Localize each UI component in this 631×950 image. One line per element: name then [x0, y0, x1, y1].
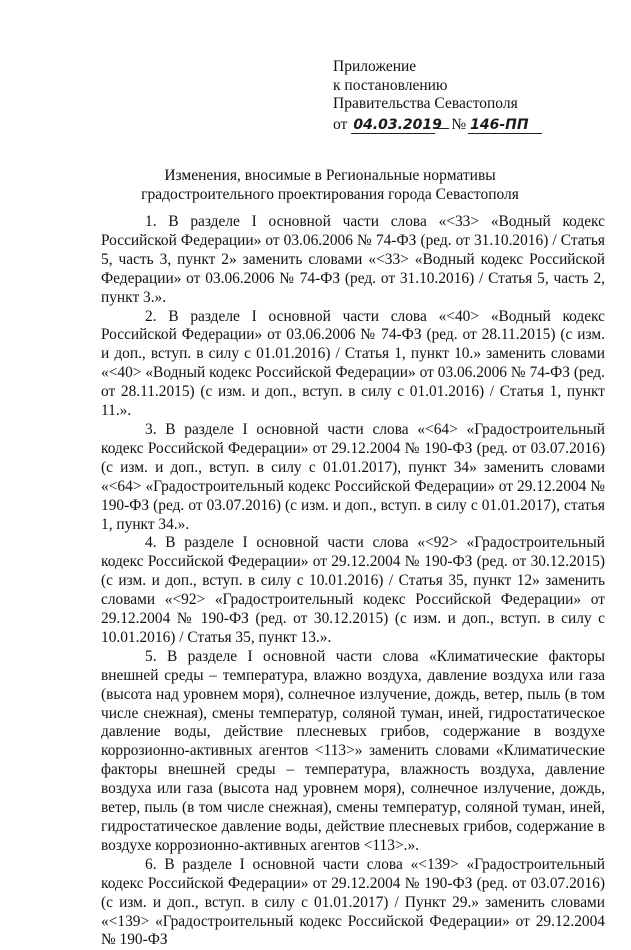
- appendix-date-number-row: [333, 114, 603, 135]
- document-heading: Изменения, вносимые в Региональные нормативы градостроительного проектирования города Севастополя: [141, 167, 519, 203]
- paragraph-item-3: 3. В разделе I основной части слова «<64> «Градостроительный кодекс Российской Федерации» от 29.12.2004 № 190-ФЗ (ред. от 03.07.2016) (с изм. и доп., вступ. в силу с 01.01.2017), пункт 34» заменить словами «<64> «Градостроительный кодекс Российской Федерации» от 29.12.2004 № 190-ФЗ (ред. от 03.07.2016) (с изм. и доп., вступ. в силу с 01.01.2017), статья 1, пункт 34.».: [101, 420, 605, 533]
- appendix-title: Приложение: [333, 58, 417, 75]
- paragraph-item-6: 6. В разделе I основной части слова «<139> «Градостроительный кодекс Российской Федерации» от 29.12.2004 № 190-ФЗ (ред. от 03.07.2016) (с изм. и доп., вступ. в силу с 01.01.2017) / Пункт 29.» заменить словами «<139> «Градостроительный кодекс Российской Федерации» от 29.12.2004 № 190-ФЗ: [101, 855, 605, 949]
- handwritten-number: 146-ПП: [468, 117, 542, 134]
- underline-gap: [435, 114, 449, 129]
- from-label: от: [333, 115, 348, 133]
- paragraph-item-2: 2. В разделе I основной части слова «<40> «Водный кодекс Российской Федерации» от 03.06.2006 № 74-ФЗ (ред. от 28.11.2015) (с изм. и доп., вступ. в силу с 01.01.2016) / Статья 1, пункт 10.» заменить словами «<40> «Водный кодекс Российской Федерации» от 03.06.2006 № 74-ФЗ (ред. от 28.11.2015) (с изм. и доп., вступ. в силу с 01.01.2016) / Статья 1, пункт 11.».: [101, 307, 605, 420]
- document-body: [101, 213, 605, 950]
- paragraph-item-4: 4. В разделе I основной части слова «<92> «Градостроительный кодекс Российской Федерации» от 29.12.2004 № 190-ФЗ (ред. от 30.12.2015) (с изм. и доп., вступ. в силу с 10.01.2016) / Статья 35, пункт 12» заменить словами «<92> «Градостроительный кодекс Российской Федерации» от 29.12.2004 № 190-ФЗ (ред. от 30.12.2015) (с изм. и доп., вступ. в силу с 10.01.2016) / Статья 35, пункт 13.».: [101, 534, 605, 646]
- appendix-government-line: Правительства Севастополя: [333, 95, 518, 112]
- appendix-resolution-line: к постановлению: [333, 76, 448, 94]
- paragraph-item-1: 1. В разделе I основной части слова «<33> «Водный кодекс Российской Федерации» от 03.06.2006 № 74-ФЗ (ред. от 31.10.2016) / Статья 5, часть 3, пункт 2» заменить словами «<33> «Водный кодекс Российской Федерации» от 03.06.2006 № 74-ФЗ (ред. от 31.10.2016) / Статья 5, часть 2, пункт 3.».: [101, 213, 605, 306]
- handwritten-date: 04.03.2019: [353, 116, 442, 133]
- appendix-block: [333, 58, 603, 134]
- paragraph-item-5: 5. В разделе I основной части слова «Климатические факторы внешней среды – температура, влажно воздуха, давление воздуха или газа (высота над уровнем моря), солнечное излучение, дождь, ветер, пыль (в том числе снежная), смены температур, соляной туман, иней, гидростатическое давление воды, действие плесневых грибов, содержание в воздухе коррозионно-активных агентов <113>» заменить словами «Климатические факторы внешней среды – температура, влажность воздуха, давление воздуха или газа (высота над уровнем моря), солнечное излучение, дождь, ветер, пыль (в том числе снежная), смены температур, соляной туман, иней, гидростатическое давление воды, действие плесневых грибов, содержание в воздухе коррозионно-активных агентов <113>.».: [101, 647, 605, 854]
- number-sign: №: [451, 115, 467, 133]
